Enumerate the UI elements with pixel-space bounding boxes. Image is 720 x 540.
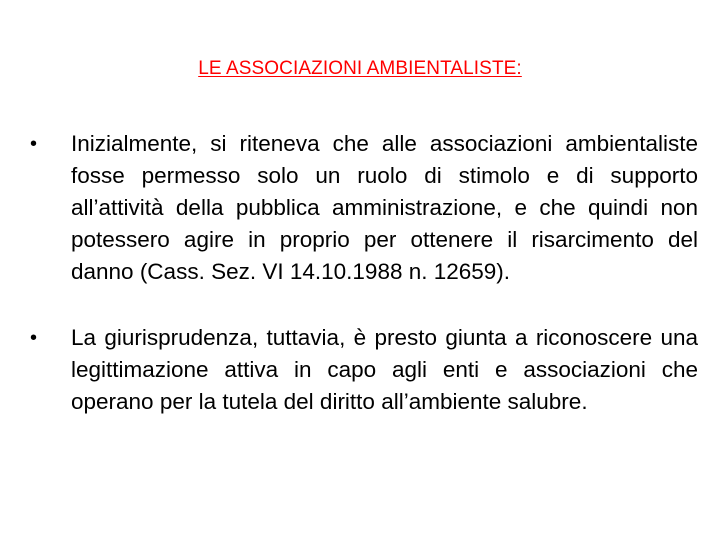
bullet-list: [30, 128, 698, 418]
bullet-text: Inizialmente, si riteneva che alle associazioni ambientaliste fosse permesso solo un ruolo di stimolo e di supporto all’attività della pubblica amministrazione, e che quindi non potessero agire in proprio per ottenere il risarcimento del danno (Cass. Sez. VI 14.10.1988 n. 12659).: [71, 131, 698, 284]
bullet-item: [30, 322, 698, 418]
slide-title: LE ASSOCIAZIONI AMBIENTALISTE:: [198, 58, 522, 79]
bullet-icon: •: [30, 133, 38, 155]
bullet-text: La giurisprudenza, tuttavia, è presto giunta a riconoscere una legittimazione attiva in capo agli enti e associazioni che operano per la tutela del diritto all’ambiente salubre.: [71, 325, 698, 414]
bullet-icon: •: [30, 327, 38, 349]
bullet-item: [30, 128, 698, 288]
